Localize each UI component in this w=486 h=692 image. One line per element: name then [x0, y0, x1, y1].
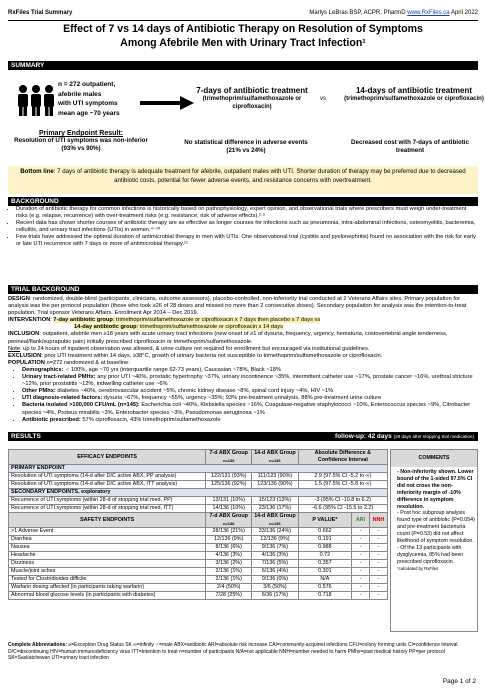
col-nnh: NNH [369, 513, 387, 528]
cell-p: 0.988 [298, 544, 351, 552]
group7-text: : trimethoprim/sulfamethoxazole or ciprofloxacin x 7 days then placebo x 7 days vs [112, 317, 321, 324]
summary-bar: SUMMARY [8, 61, 478, 70]
cell-p: 0.576 [298, 584, 351, 592]
background-item: • Few trials have addressed the optimal duration of antimicrobial therapy in men with UTIs. One observational trial (cystitis and pyelonephritis) found no association with the risk for early or late UTI recurrence with 7 days or more of antimicrobial therapy.¹¹ [16, 234, 478, 248]
pop-item-text: any prior UTI ~40%, prostatic hypertrophy ~37%, urinary incontinence ~35%, intermittent catheter use ~17%, prostate cancer ~16%, urethral stricture ~12%, prior prostatitis ~12%, indwelling catheter use ~6% [22, 374, 473, 388]
exclusion-text: : prior UTI treatment within 14 days, ≥38°C, growth of urinary bacteria not susceptible to trimethoprim/sulfamethoxazole or ciprofloxacin. [41, 352, 383, 359]
cell-7d: 14/136 (10%) [206, 505, 252, 513]
intervention: INTERVENTION: 7-day antibiotic group: trimethoprim/sulfamethoxazole or ciprofloxacin x 7 days then placebo x 7 days vs [8, 317, 321, 324]
inclusion-label: INCLUSION [8, 331, 40, 338]
cell-7d: 2/136 (1%) [206, 568, 252, 576]
col-7d [206, 513, 252, 528]
safety-body [9, 528, 388, 600]
cell-7d: 3/136 (2%) [206, 560, 252, 568]
table-row [9, 552, 388, 560]
pop-line: with UTI symptoms [58, 100, 118, 107]
table-row [9, 576, 388, 584]
comments-panel [390, 449, 478, 632]
bottom-line-label: Bottom line [20, 168, 54, 175]
page-title [10, 22, 476, 50]
row-name: Recurrence of UTI symptoms (within 28-d of stopping trial med, ITT) [9, 505, 206, 513]
group7-label: 7-day antibiotic group [53, 317, 113, 324]
cell-7d: 28/136 (21%) [206, 528, 252, 536]
arrow-right-icon [140, 96, 194, 110]
cell-nnh: - [369, 552, 387, 560]
col-7d [206, 450, 252, 465]
followup-note: (28 days after stopping trial medication) [393, 434, 474, 439]
cell-nnh: - [369, 536, 387, 544]
cell-nnh: - [369, 544, 387, 552]
cell-7d: 13/131 (10%) [206, 497, 252, 505]
arm-7day [196, 86, 308, 111]
cell-nnh: - [369, 560, 387, 568]
population-summary [58, 80, 140, 118]
primary-section-label: PRIMARY ENDPOINT [9, 465, 388, 473]
col-14d-label: 14-d ABX Group [254, 450, 296, 456]
table-row [9, 481, 388, 489]
cell-7d: 122/131 (93%) [206, 473, 252, 481]
cell-nnh: - [369, 576, 387, 584]
table-row [9, 544, 388, 552]
pop-item-label: Other PMhx: [22, 388, 56, 395]
pe-heading: Primary Endpoint Result: [38, 130, 123, 137]
cell-ari: - [352, 592, 370, 600]
safety-header-row [9, 513, 388, 528]
pop-item-text: 57% ciprofloxacin, 43% trimethoprim/sulfamethoxazole [80, 416, 221, 423]
table-row [9, 473, 388, 481]
col-abs-line2: Confidence Interval [317, 457, 368, 463]
cell-ari: - [352, 584, 370, 592]
pop-item [22, 388, 478, 395]
table-row [9, 505, 388, 513]
cell-nnh: - [369, 592, 387, 600]
row-name: Dizziness [9, 560, 206, 568]
abbrev-text: ≥=Exception Drug Status SK ∞=infinity ♂=male ABX=antibiotic ARI=absolute risk increase CAI=community-acquired infections CFU=colony forming units CI=confidence interval D/C=discontinuing HIV=human immunodeficiency virus ITT=intention to treat n=number of participants N/A=not applicable NNH=number needed to harm PMhx=past medical history PP=per protocol SK=Saskatchewan UTI=urinary tract infection [8, 642, 458, 661]
col-7d-label: 7-d ABX Group [209, 513, 248, 519]
cell-diff: -3 (95% CI -10.8 to 6.2) [298, 497, 387, 505]
population-label: POPULATION [8, 359, 45, 366]
trial-background-bar: TRIAL BACKGROUND [8, 285, 478, 294]
population-text: n=272 randomized & at baseline: [44, 359, 130, 366]
table-row [9, 568, 388, 576]
cell-diff: -6.6 (95% CI -15.5 to 2.2) [298, 505, 387, 513]
cost-summary: Decreased cost with 7-days of antibiotic treatment [351, 139, 469, 154]
cell-nnh: - [369, 568, 387, 576]
results-bar [8, 432, 478, 441]
pop-line: afebrile males [58, 90, 102, 98]
title-line-1: Effect of 7 vs 14 days of Antibiotic Therapy on Resolution of Symptoms [63, 23, 423, 35]
col-14d-label: 14-d ABX Group [254, 513, 296, 519]
cell-14d: 12/136 (9%) [252, 536, 298, 544]
comments-header: COMMENTS [391, 450, 477, 467]
cell-7d: 12/136 (9%) [206, 536, 252, 544]
cell-14d: 3/6 (50%) [252, 584, 298, 592]
pop-item [22, 395, 478, 402]
cell-ari: - [352, 552, 370, 560]
note [8, 346, 478, 353]
people-icon [16, 84, 56, 116]
header-right [309, 10, 478, 16]
pop-item-text: ♂ 100%, age ~70 yrs (interquartile range 62-73 years), Caucasian ~78%, Black ~18% [63, 366, 281, 373]
cell-14d: 6/36 (17%) [252, 592, 298, 600]
header-rule [8, 20, 478, 21]
cell-p: 0.718 [298, 592, 351, 600]
cell-14d: 7/136 (5%) [252, 560, 298, 568]
pop-item [22, 374, 478, 388]
cell-14d: 111/123 (90%) [252, 473, 298, 481]
col-ari: ARI [352, 513, 370, 528]
cell-ari: - [352, 560, 370, 568]
page-number: Page 1 of 2 [442, 678, 476, 685]
arm-7day-title: 7-days of antibiotic treatment [196, 86, 308, 95]
row-name: Resolution of UTI symptoms (14-d after D/C active ABX, ITT analysis) [9, 481, 206, 489]
intervention-label: INTERVENTION [8, 317, 51, 324]
cell-14d: 15/123 (13%) [252, 497, 298, 505]
background-item: • Recent data has shown shorter courses of antibiotic therapy are as effective as longer courses for infections such as pneumonia, intra-abdominal infections, osteomyelitis, bacteremia, cellulitis, and urinary tract infections (UTIs) in women.⁴⁻¹⁰ [16, 220, 478, 234]
cell-7d: 4/136 (3%) [206, 552, 252, 560]
row-name: Warfarin dosing affected (in participants taking warfarin) [9, 584, 206, 592]
pop-item-label: Bacteria isolated >100,000 CFU/mL (n=145): [22, 402, 140, 409]
cell-14d: 4/136 (3%) [252, 552, 298, 560]
pop-item-text: dysuria ~67%, frequency ~55%, urgency ~35%; 93% pre-treatment urinalysis, 88% pre-treatment urine culture [102, 395, 382, 402]
cell-diff: 1.5 (97.5% CI -5.8 to ∞) [298, 481, 387, 489]
table-row [9, 592, 388, 600]
cell-14d: 23/136 (17%) [252, 505, 298, 513]
exclusion [8, 353, 478, 360]
row-name: Recurrence of UTI symptoms (within 28-d of stopping trial med, PP) [9, 497, 206, 505]
bottom-line-text: : 7 days of antibiotic therapy is adequate treatment for afebrile, outpatient males with UTI. Shorter duration of therapy may be preferred due to decreased antibiotic costs, potential for fewer adverse events, and resistance concerns with overtreatment. [53, 168, 466, 184]
row-name: >1 Adverse Event [9, 528, 206, 536]
col-7d-label: 7-d ABX Group [209, 450, 248, 456]
cell-p: 0.72 [298, 552, 351, 560]
row-name: Abnormal blood glucose levels (in participants with diabetes) [9, 592, 206, 600]
pop-line: mean age ~70 years [58, 109, 120, 117]
pe-text: Resolution of UTI symptoms was non-inferior (93% vs 90%) [14, 137, 148, 152]
population [8, 360, 478, 367]
cell-14d: 123/136 (90%) [252, 481, 298, 489]
cell-p: 0.662 [298, 528, 351, 536]
primary-endpoint-summary [12, 130, 150, 153]
site-link[interactable]: www.RxFiles.ca [407, 10, 450, 16]
col-14d [252, 450, 298, 465]
note-label: Note [8, 345, 21, 352]
background-item: • Duration of antibiotic therapy for common infections is historically based on pathophysiology, expert opinion, and observational trials where prescribers must weigh under-treatment risks (e.g. relapse, recurrence) with over-treatment risks (e.g. resistance, risk of adverse effects).²·³ [16, 206, 478, 220]
comments-list [391, 467, 477, 573]
primary-section-row [9, 465, 388, 473]
col-abs-line1: Absolute Difference & [314, 450, 371, 456]
comment-item: - Of the 13 participants with dysglycemia, 85% had been prescribed ciprofloxacin. [397, 544, 464, 565]
table-row [9, 536, 388, 544]
row-name: Muscle/joint aches [9, 568, 206, 576]
arm-14day-title: 14-days of antibiotic treatment [355, 86, 473, 95]
pop-item-text: Escherichia coli ~40%, Klebsiella species ~16%, Coagulase-negative staphylococci ~10%, Enterococcus species ~9%, Citrobacter species ~4%, Proteus mirabilis ~3%, Enterobacter species ~3%, Pseudomonas aeruginosa ~1% [22, 402, 471, 416]
cell-7d: 7/28 (25%) [206, 592, 252, 600]
author: Marlys LeBras BSP, ACPR, PharmD [309, 10, 406, 16]
pop-item [22, 417, 478, 424]
row-name: Headache [9, 552, 206, 560]
results-table [8, 449, 388, 600]
cell-14d: 33/136 (24%) [252, 528, 298, 536]
row-name: Resolution of UTI symptoms (14-d after D/C active ABX, PP analysis) [9, 473, 206, 481]
comment-item: *calculated by RxFiles [397, 565, 439, 571]
pop-item-text: diabetes ~40%, cerebrovascular accident ~5%, chronic kidney disease ~8%, spinal cord injury ~4%, HIV ~1% [55, 388, 334, 395]
pop-item-label: Antibiotic prescribed: [22, 416, 81, 423]
table-row [9, 560, 388, 568]
safety-header: SAFETY ENDPOINTS [9, 513, 206, 528]
header-left: RxFiles Trial Summary [8, 10, 73, 16]
arm-14day [344, 86, 484, 103]
cell-p: 0.357 [298, 560, 351, 568]
comment-item: - Post hoc subgroup analysis found type of antibiotic (P=0.054) and pre-treatment bacteriuria count (P=0.53) did not affect likelihood of symptom resolution. [397, 510, 475, 545]
cell-p: 0.301 [298, 568, 351, 576]
cell-14d: 0/136 (0%) [252, 576, 298, 584]
cell-ari: - [352, 536, 370, 544]
header-date: April 2022 [450, 10, 478, 16]
trial-background [8, 296, 478, 424]
abbreviations [8, 642, 478, 662]
efficacy-header: EFFICACY ENDPOINTS [9, 450, 206, 465]
pop-item-label: UTI diagnosis-related factors: [22, 395, 103, 402]
col-14d-n: n=136 [269, 458, 281, 463]
row-name: Diarrhea [9, 536, 206, 544]
table-row [9, 584, 388, 592]
secondary-section-row [9, 489, 388, 497]
arm-7day-drug: (trimethoprim/sulfamethoxazole or ciprofloxacin) [202, 96, 302, 110]
pop-item [22, 367, 478, 374]
vs-label: vs [320, 96, 326, 102]
col-abs [298, 450, 387, 465]
cell-7d: 2/136 (1%) [206, 576, 252, 584]
bottom-line-box [8, 166, 478, 194]
inclusion-text: : outpatient, afebrile men ≥18 years with acute urinary tract infections (new onset of ≥1 of dysuria, frequency, urgency, hematuria, costovertebral angle tenderness, perineal/flank/suprapubic pain) initially prescribed ciprofloxacin or trimethoprim/sulfamethoxazole. [8, 331, 448, 345]
intervention-14 [8, 324, 478, 331]
note-text: : up to 24 hours of inpatient observation was allowed, & urine culture not required for enrollment but encouraged via institutional guidelines. [20, 345, 370, 352]
secondary-section-label: SECONDARY ENDPOINTS, exploratory [9, 489, 388, 497]
table-row [9, 497, 388, 505]
col-p: P VALUE* [298, 513, 351, 528]
pop-item-label: Demographics: [22, 366, 64, 373]
design [8, 296, 478, 317]
cell-ari: - [352, 528, 370, 536]
abbrev-label: Complete Abbreviations: [8, 642, 67, 648]
group14-label: 14-day antibiotic group [74, 324, 137, 331]
background-bar: BACKGROUND [8, 197, 478, 206]
population-list [8, 367, 478, 424]
table-row [9, 528, 388, 536]
cell-ari: - [352, 576, 370, 584]
cell-p: 0.191 [298, 536, 351, 544]
col-7d-n: n=136 [223, 521, 235, 526]
title-line-2: Among Afebrile Men with Urinary Tract Infection¹ [120, 37, 366, 49]
row-name: Nausea [9, 544, 206, 552]
cell-14d: 9/136 (7%) [252, 544, 298, 552]
cell-ari: - [352, 544, 370, 552]
followup-days: follow-up: 42 days [335, 433, 392, 440]
efficacy-header-row [9, 450, 388, 465]
results-label: RESULTS [11, 433, 41, 440]
exclusion-label: EXCLUSION [8, 352, 42, 359]
cell-7d: 125/136 (92%) [206, 481, 252, 489]
cell-p: N/A [298, 576, 351, 584]
design-label: DESIGN [8, 296, 30, 302]
cell-14d: 6/136 (4%) [252, 568, 298, 576]
col-7d-n: n=136 [223, 458, 235, 463]
cell-nnh: - [369, 584, 387, 592]
pop-line: n = 272 outpatient, [58, 81, 116, 88]
background-list [8, 206, 478, 249]
col-14d [252, 513, 298, 528]
col-14d-n: n=136 [269, 521, 281, 526]
group14-text: : trimethoprim/sulfamethoxazole or ciprofloxacin x 14 days [136, 324, 283, 331]
pop-item [22, 402, 478, 416]
cell-7d: 8/136 (6%) [206, 544, 252, 552]
arm-14day-drug: (trimethoprim/sulfamethoxazole or ciprofloxacin) [344, 96, 484, 102]
design-text: : randomized, double-blind (participants, clinicians, outcome assessors), placebo-controlled, non-inferiority trial conducted at 2 Veterans Affairs sites. Primary population for analysis was the per protocol population (those who took ≥26 of 28 doses and missed no more than 2 consecutive doses). Secondary population for analysis was the intention-to-treat population. Trial sponsor Veterans Affairs. Enrollment Apr 2014 – Dec 2019. [8, 296, 467, 317]
cell-ari: - [352, 568, 370, 576]
cell-7d: 2/4 (50%) [206, 584, 252, 592]
pop-item-label: Urinary tract-related PMHx: [22, 374, 96, 381]
row-name: Tested for Clostridioides difficile [9, 576, 206, 584]
adverse-events-summary: No statistical difference in adverse events (21% vs 24%) [184, 139, 308, 154]
comment-item: - Non-inferiority shown. Lower bound of the 1-sided 97.5% CI did not cross the non-inferiority margin of -10% difference in symptom resolution. [397, 469, 474, 510]
page-header [8, 10, 478, 20]
inclusion [8, 331, 478, 345]
followup [335, 432, 474, 441]
cell-nnh: - [369, 528, 387, 536]
cell-diff: 2.9 (97.5% CI -5.2 to ∞) [298, 473, 387, 481]
